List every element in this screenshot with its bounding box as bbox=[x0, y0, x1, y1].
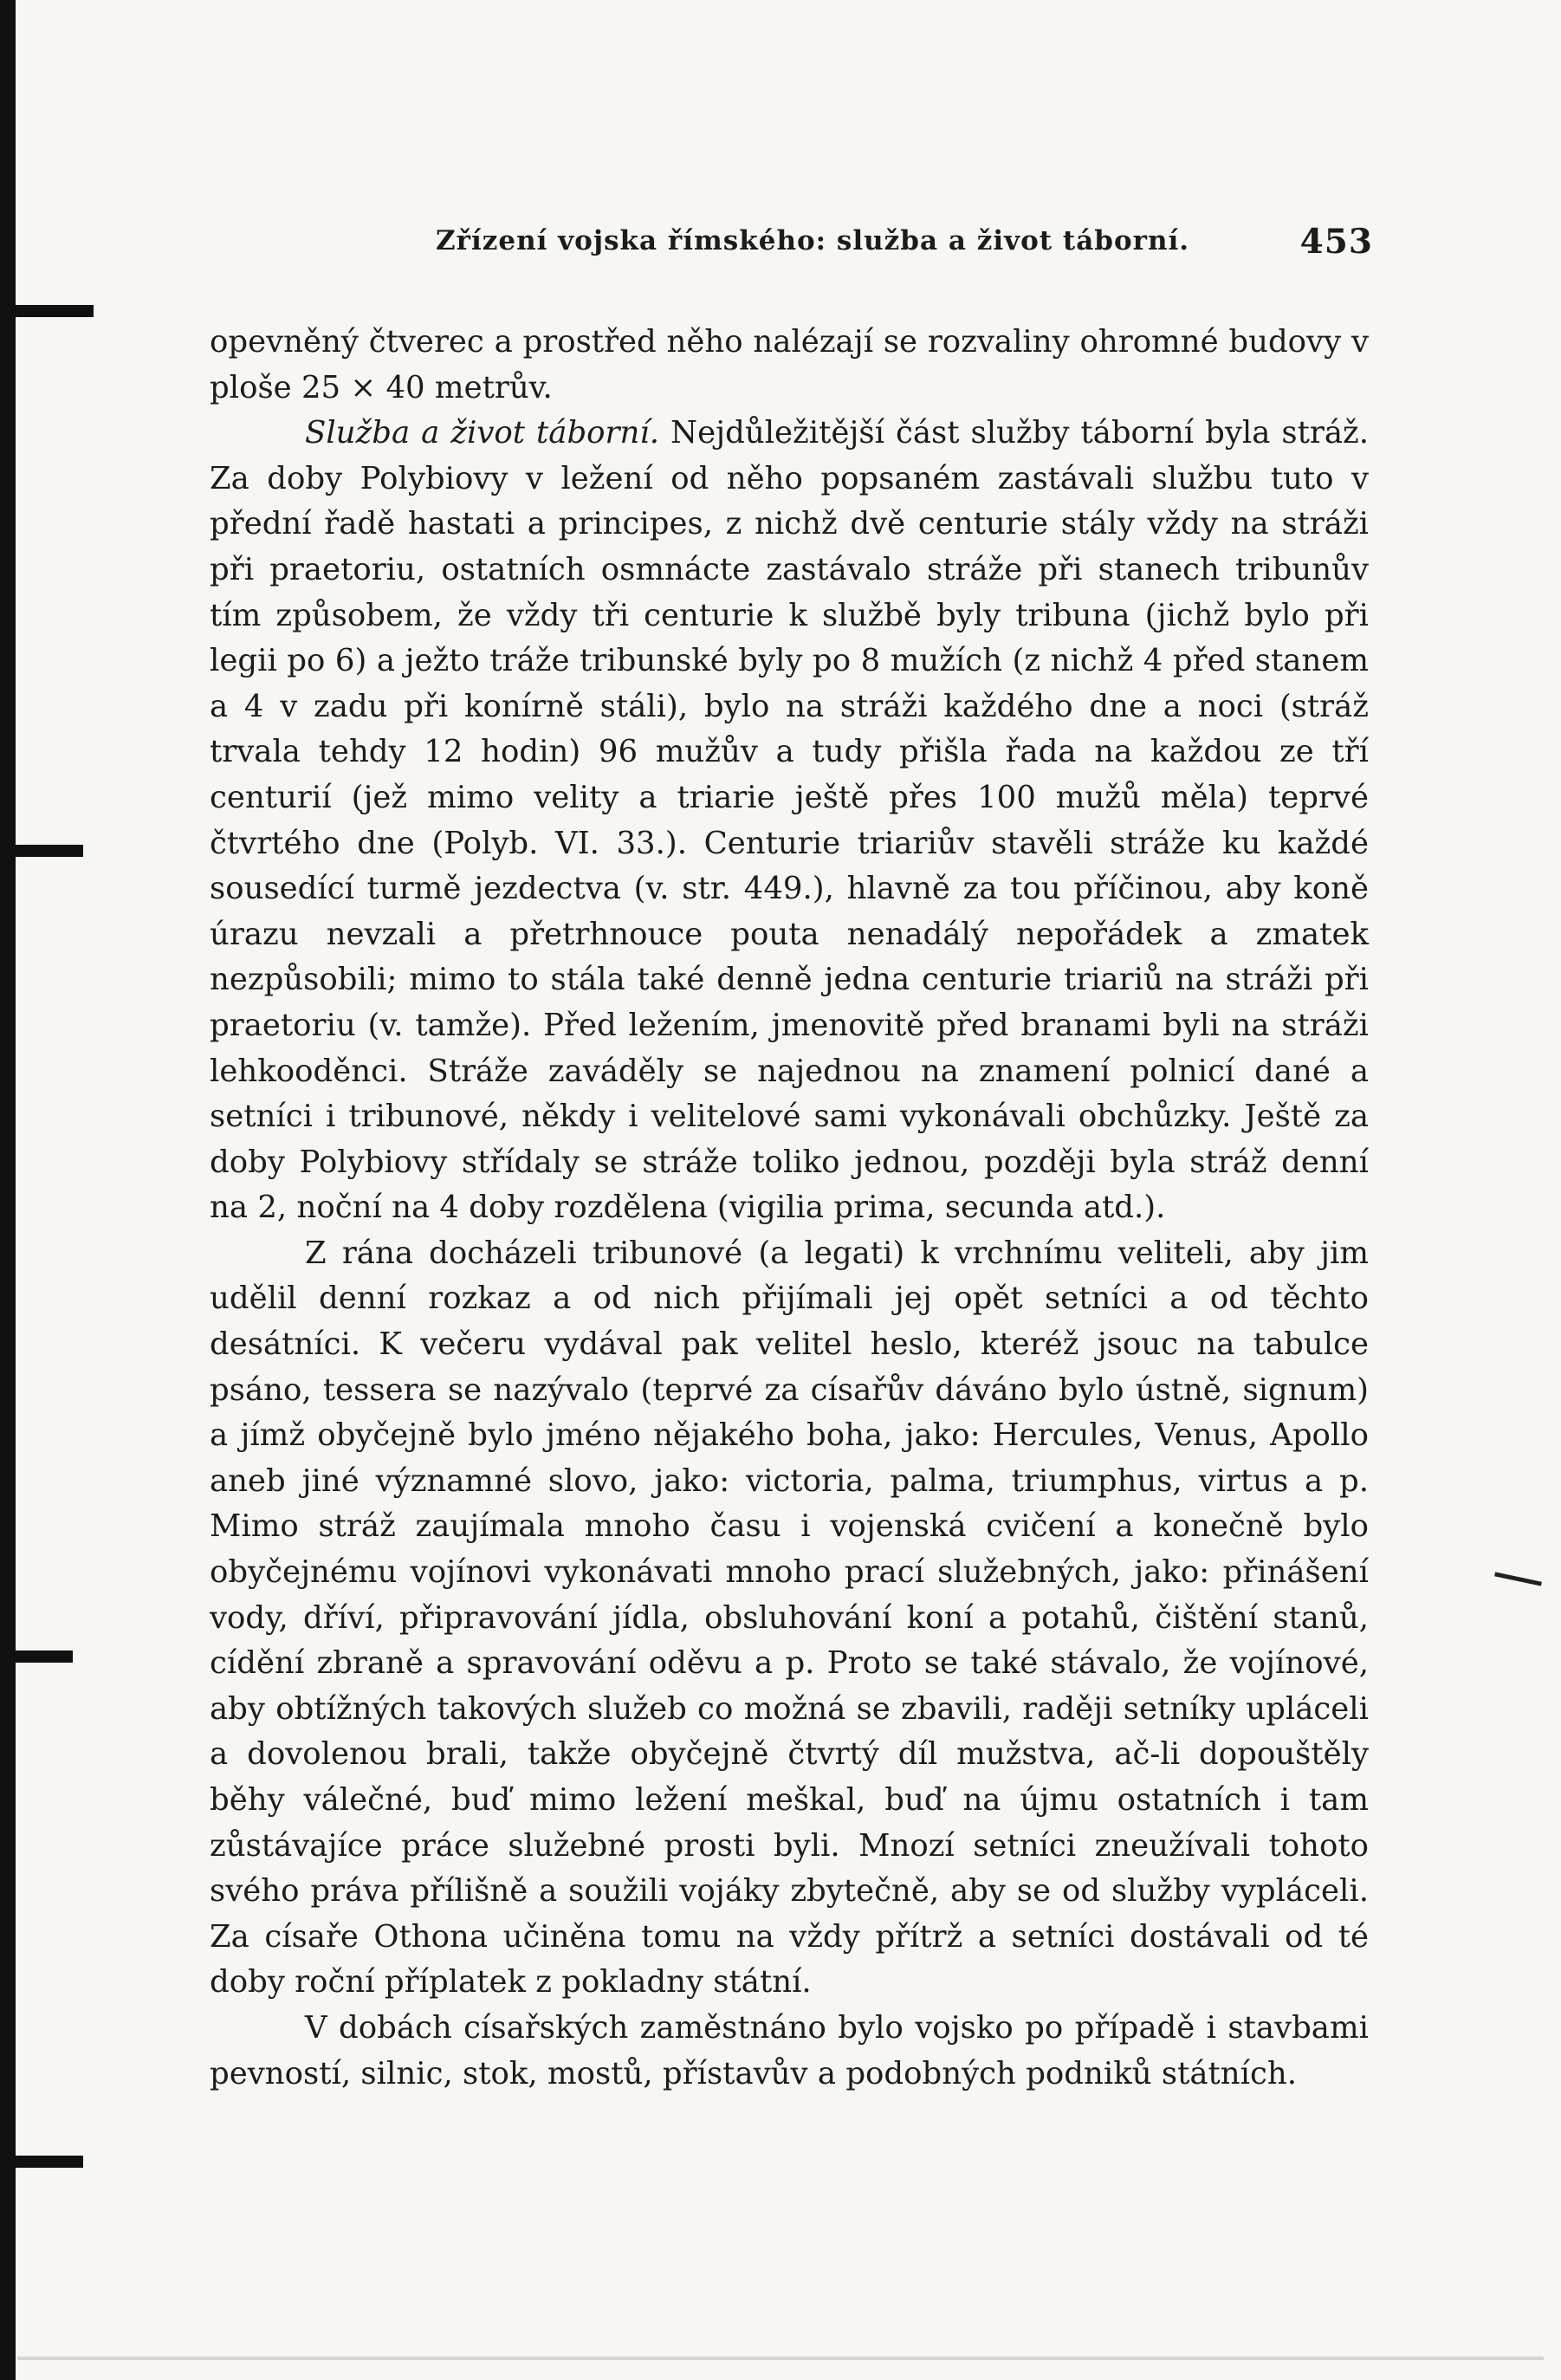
binding-thread-mark bbox=[0, 845, 83, 857]
running-header bbox=[208, 222, 1373, 270]
paragraph-2-text: Nejdůležitější část služby táborní byla stráž. Za doby Polybiovy v ležení od něho popsaném zastávali službu tuto v přední řadě hastati a principes, z nichž dvě centurie stály vždy na stráži při praetoriu, ostatních osmnácte zastávalo stráže při stanech tribunův tím způsobem, že vždy tři centurie k službě byly tribuna (jichž bylo při legii po 6) a ježto tráže tribunské byly po 8 mužích (z nichž 4 před stanem a 4 v zadu při konírně stáli), bylo na stráži každého dne a noci (stráž trvala tehdy 12 hodin) 96 mužův a tudy přišla řada na každou ze tří centurií (jež mimo velity a triarie ještě přes 100 mužů měla) teprvé čtvrtého dne (Polyb. VI. 33.). Centurie triariův stavěli stráže ku každé sousedící turmě jezdectva (v. str. 449.), hlavně za tou příčinou, aby koně úrazu nevzali a přetrhnouce pouta nenadálý nepořádek a zmatek nezpůsobili; mimo to stála také denně jedna centurie triariů na stráži při praetoriu (v. tamže). Před ležením, jmenovitě před branami byli na stráži lehkooděnci. Stráže zaváděly se najednou na znamení polnicí dané a setníci i tribunové, někdy i velitelové sami vykonávali obchůzky. Ještě za doby Polybiovy střídaly se stráže toliko jednou, později byla stráž denní na 2, noční na 4 doby rozdělena (vigilia prima, secunda atd.). bbox=[210, 415, 1369, 1226]
binding-thread-mark bbox=[0, 2156, 83, 2168]
paragraph-3: Z rána docházeli tribunové (a legati) k vrchnímu veliteli, aby jim udělil denní rozkaz a od nich přijímali jej opět setníci a od těchto desátníci. K večeru vydával pak velitel heslo, kteréž jsouc na tabulce psáno, tessera se nazývalo (teprvé za císařův dáváno bylo ústně, signum) a jímž obyčejně bylo jméno nějakého boha, jako: Hercules, Venus, Apollo aneb jiné významné slovo, jako: victoria, palma, triumphus, virtus a p. Mimo stráž zaujímala mnoho času i vojenská cvičení a konečně bylo obyčejnému vojínovi vykonávati mnoho prací služebných, jako: přinášení vody, dříví, připravování jídla, obsluhování koní a potahů, čištění stanů, cídění zbraně a spravování oděvu a p. Proto se také stávalo, že vojínové, aby obtížných takových služeb co možná se zbavili, raději setníky upláceli a dovolenou brali, takže obyčejně čtvrtý díl mužstva, ač-li dopouštěly běhy válečné, buď mimo ležení meškal, buď na újmu ostatních i tam zůstávajíce práce služebné prosti byli. Mnozí setníci zneužívali tohoto svého práva přílišně a soužili vojáky zbytečně, aby se od služby vypláceli. Za císaře Othona učiněna tomu na vždy přítrž a setníci dostávali od té doby roční příplatek z pokladny státní. bbox=[210, 1235, 1369, 2001]
paragraph-4: V dobách císařských zaměstnáno bylo vojsko po případě i stavbami pevností, silnic, stok, mostů, přístavův a podobných podniků státních. bbox=[210, 2009, 1369, 2091]
page-bottom-edge bbox=[17, 2357, 1544, 2360]
page-number: 453 bbox=[1299, 222, 1373, 262]
margin-mark bbox=[1494, 1572, 1542, 1586]
paragraph-2 bbox=[210, 411, 1369, 1231]
body-text bbox=[210, 320, 1369, 2097]
binding-thread-mark bbox=[0, 1650, 73, 1663]
paragraph-1: opevněný čtverec a prostřed něho nalézají se rozvaliny ohromné budovy v ploše 25 × 40 metrův. bbox=[210, 324, 1369, 405]
page-binding-edge bbox=[0, 0, 16, 2380]
binding-thread-mark bbox=[0, 305, 94, 317]
section-heading: Služba a život táborní. bbox=[305, 415, 660, 451]
running-title: Zřízení vojska římského: služba a život táborní. bbox=[436, 225, 1190, 256]
